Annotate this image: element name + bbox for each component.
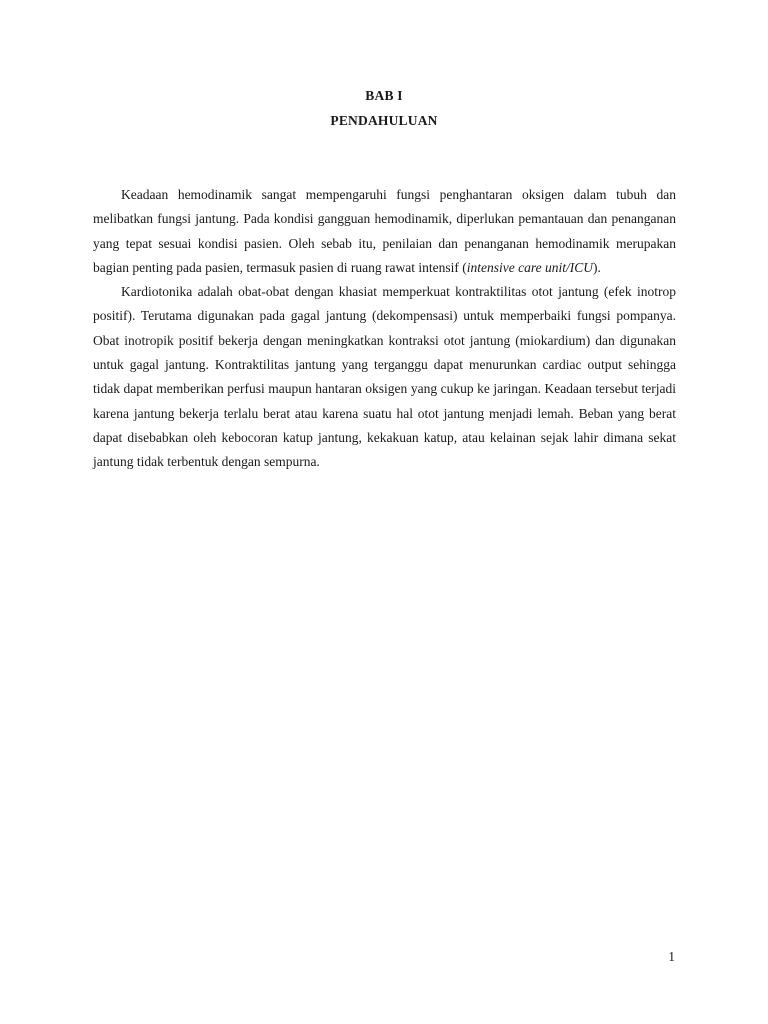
paragraph-hemodinamik: [93, 183, 676, 280]
paragraph-1-italic-term: intensive care unit/ICU: [466, 259, 593, 275]
paragraph-1-text: Keadaan hemodinamik sangat mempengaruhi fungsi penghantaran oksigen dalam tubuh dan melibatkan fungsi jantung. Pada kondisi gangguan hemodinamik, diperlukan pemantauan dan penanganan yang tepat sesuai kondisi pasien. Oleh sebab itu, penilaian dan penanganan hemodinamik merupakan bagian penting pada pasien, termasuk pasien di ruang rawat intensif (: [93, 187, 676, 275]
chapter-title: PENDAHULUAN: [330, 113, 438, 128]
body-text: [93, 183, 676, 475]
page-number: 1: [668, 949, 675, 964]
chapter-number: BAB I: [365, 88, 403, 103]
paragraph-1-closing: ).: [593, 259, 601, 275]
paragraph-kardiotonika: Kardiotonika adalah obat-obat dengan khasiat memperkuat kontraktilitas otot jantung (efek inotrop positif). Terutama digunakan pada gagal jantung (dekompensasi) untuk memperbaiki fungsi pompanya. Obat inotropik positif bekerja dengan meningkatkan kontraksi otot jantung (miokardium) dan digunakan untuk gagal jantung. Kontraktilitas jantung yang terganggu dapat menurunkan cardiac output sehingga tidak dapat memberikan perfusi maupun hantaran oksigen yang cukup ke jaringan. Keadaan tersebut terjadi karena jantung bekerja terlalu berat atau karena suatu hal otot jantung menjadi lemah. Beban yang berat dapat disebabkan oleh kebocoran katup jantung, kekakuan katup, atau kelainan sejak lahir dimana sekat jantung tidak terbentuk dengan sempurna.: [93, 284, 676, 470]
